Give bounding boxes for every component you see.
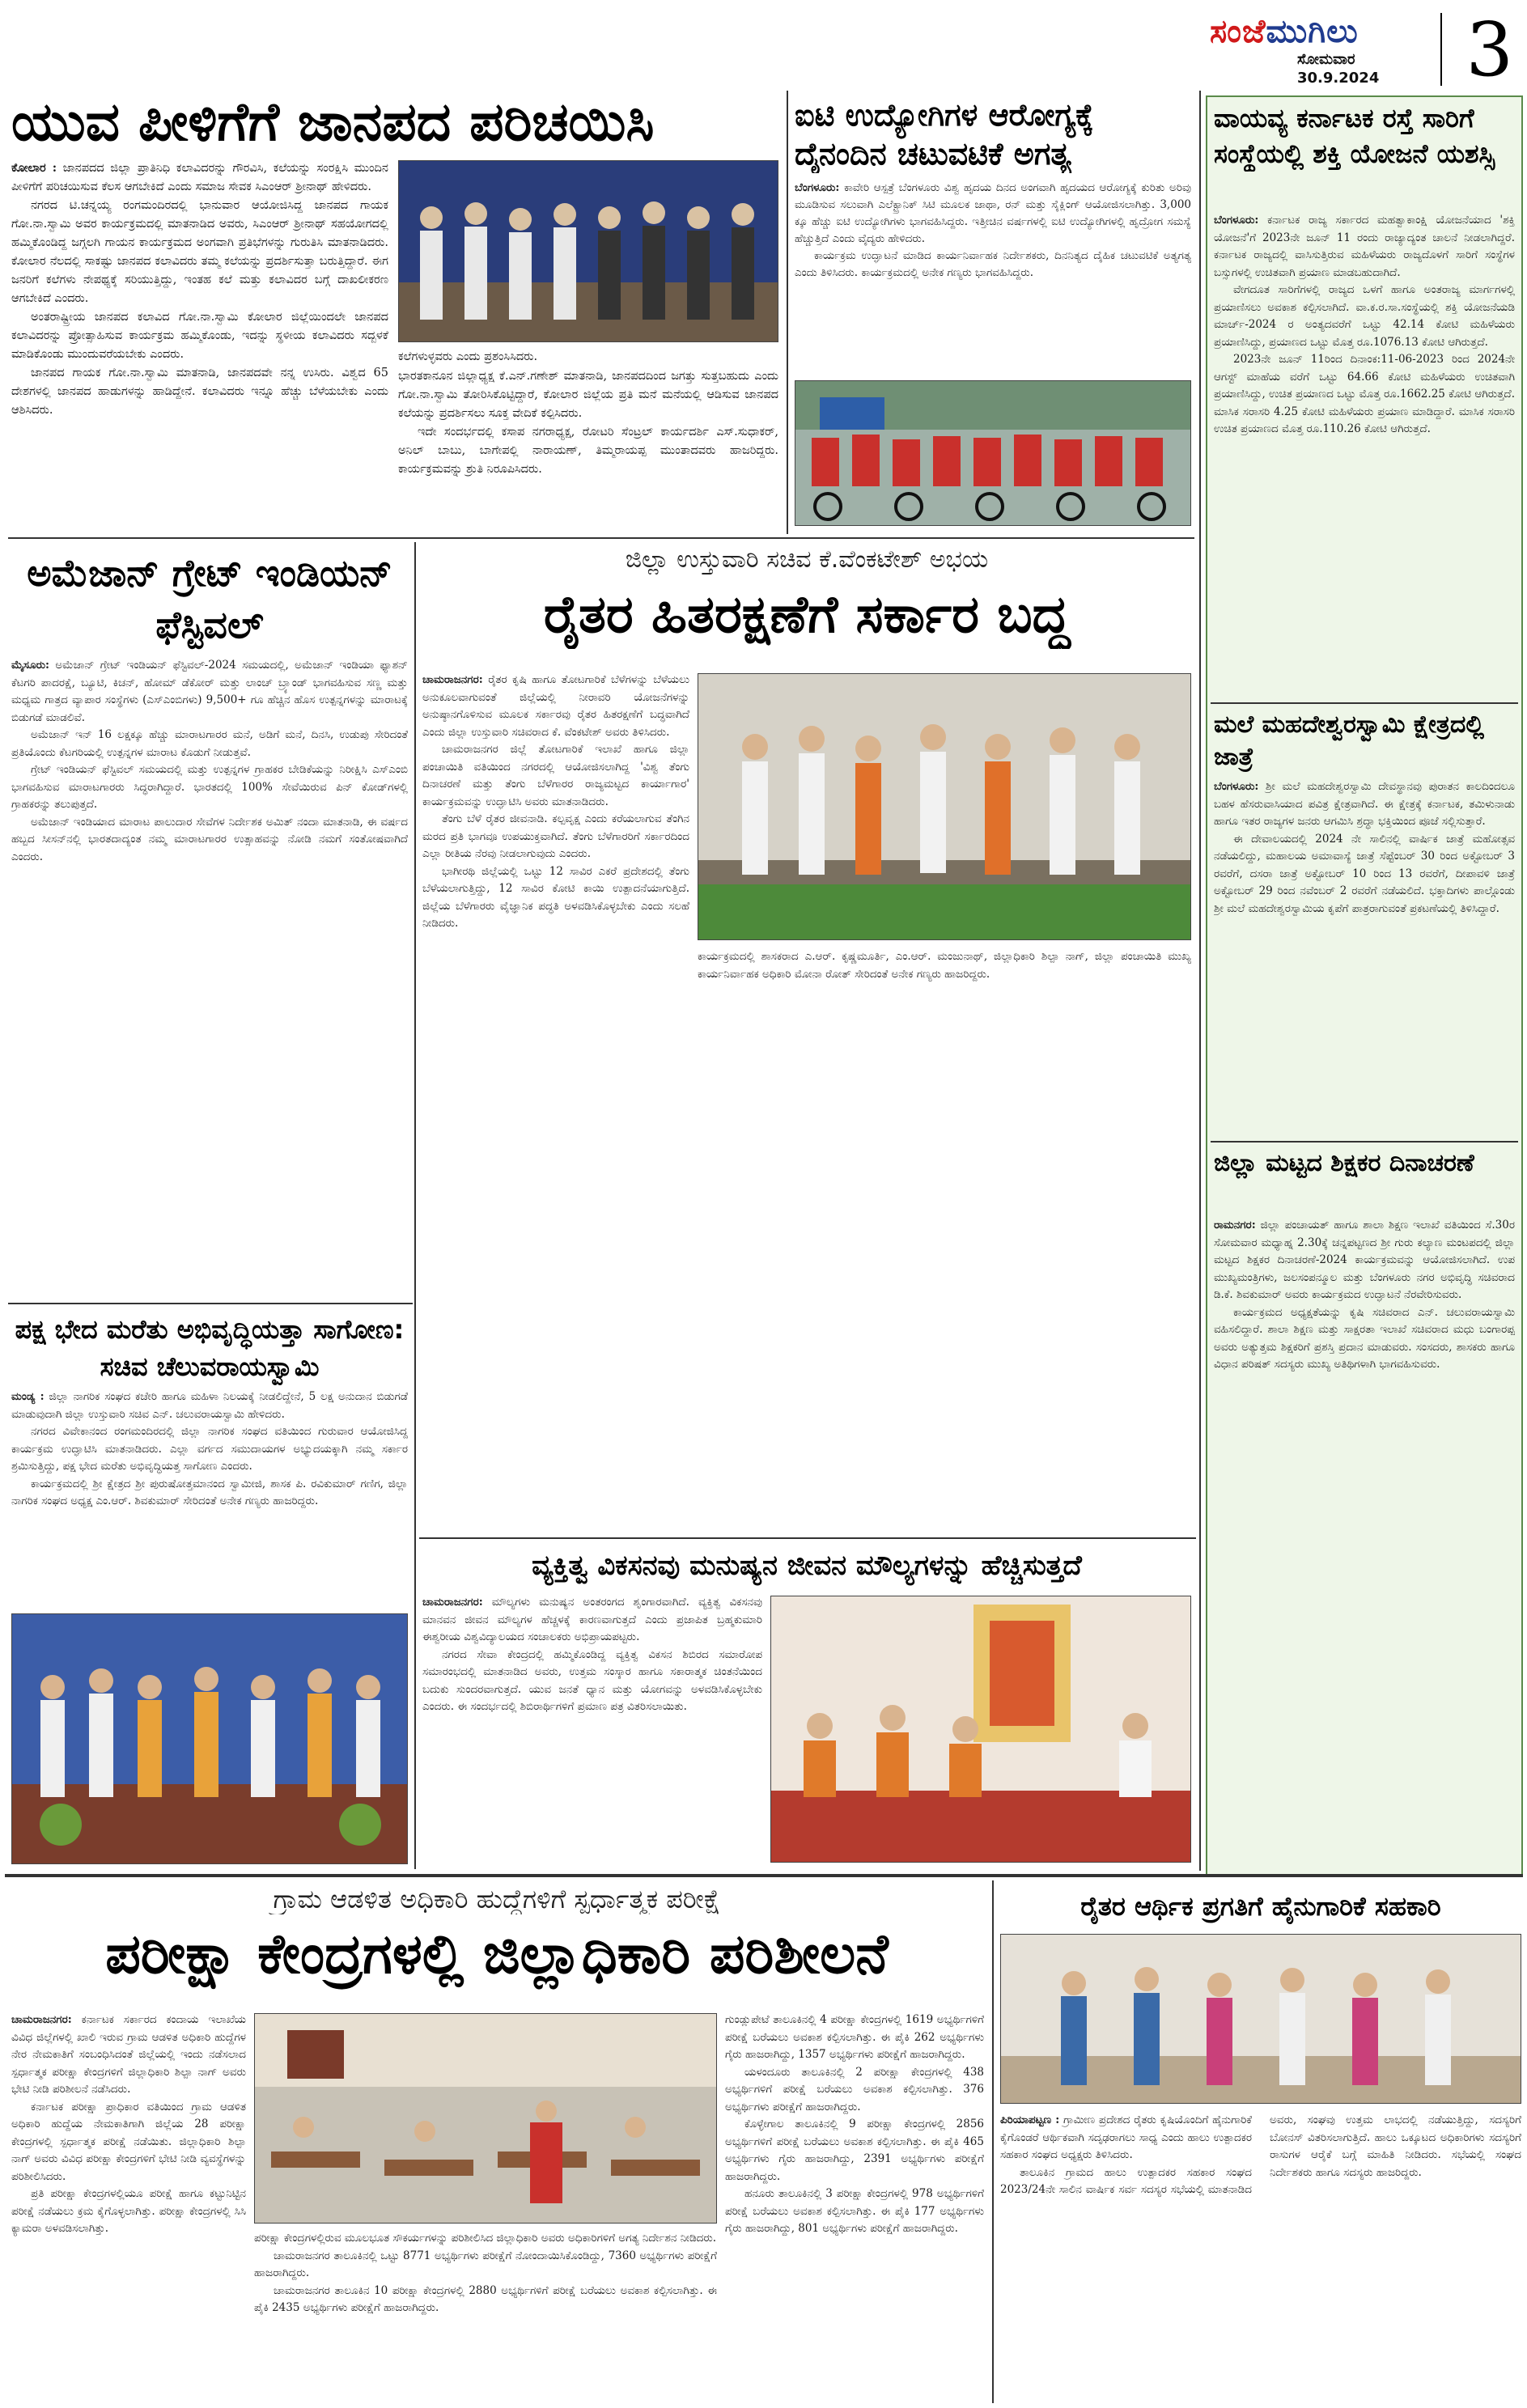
section-rule xyxy=(8,537,1194,539)
masthead xyxy=(1202,6,1521,91)
story2-photo xyxy=(795,380,1191,526)
story1-photo-caption: ಕಲೆಗಳುಳ್ಳವರು ಎಂದು ಪ್ರಶಂಸಿಸಿದರು. xyxy=(398,350,538,363)
story4-headline: ಅಮೆಜಾನ್ ಗ್ರೇಟ್ ಇಂಡಿಯನ್ ಫೆಸ್ಟಿವಲ್ xyxy=(27,551,392,647)
story9-headline: ವ್ಯಕ್ತಿತ್ವ ವಿಕಸನವು ಮನುಷ್ಯನ ಜೀವನ ಮೌಲ್ಯಗಳನ್ನು ಹೆಚ್ಚಿಸುತ್ತದೆ xyxy=(532,1550,1082,1582)
section-rule xyxy=(1211,702,1518,704)
story1-tail: ಭಾರತಕಾನೂನ ಜಿಲ್ಲಾಧ್ಯಕ್ಷ ಕೆ.ಎನ್.ಗಣೇಶ್ ಮಾತನಾಡಿ, ಜಾನಪದದಿಂದ ಜಗತ್ತು ಸುತ್ತಬಹುದು ಎಂದು ಗೋ.ನಾ.ಸ್ವಾಮಿ ತೋರಿಸಿಕೊಟ್ಟಿದ್ದಾರೆ, ಕೋಲಾರ ಜಿಲ್ಲೆಯ ಪ್ರತಿ ಮನೆ ಮನೆಯಲ್ಲಿ ಆಡಿಸುವ ಜಾನಪದ ಕಲೆಯನ್ನು ಪ್ರದರ್ಶಿಸಲು ಸೂಕ್ತ ವೇದಿಕೆ ಕಲ್ಪಿಸಿದರು. ಇದೇ ಸಂದರ್ಭದಲ್ಲಿ ಕಸಾಪ ನಗರಾಧ್ಯಕ್ಷ, ರೋಟರಿ ಸೆಂಟ್ರಲ್ ಕಾರ್ಯದರ್ಶಿ ಎಸ್.ಸುಧಾಕರ್, ಅನಿಲ್ ಬಾಬು, ಬಾಗೇಪಲ್ಲಿ ನಾರಾಯಣ್, ತಿಮ್ಮರಾಯಪ್ಪ ಮುಂತಾದವರು ಹಾಜರಿದ್ದರು. ಕಾರ್ಯಕ್ರಮವನ್ನು ಶ್ರುತಿ ನಿರೂಪಿಸಿದರು. xyxy=(398,370,778,476)
story10-headline: ಪರೀಕ್ಷಾ ಕೇಂದ್ರಗಳಲ್ಲಿ ಜಿಲ್ಲಾಧಿಕಾರಿ ಪರಿಶೀಲನೆ xyxy=(105,1923,889,1986)
story7-headline: ಜಿಲ್ಲಾ ಮಟ್ಟದ ಶಿಕ್ಷಕರ ದಿನಾಚರಣೆ xyxy=(1214,1149,1474,1177)
story4-body: ಮೈಸೂರು: ಅಮೆಜಾನ್ ಗ್ರೇಟ್ ಇಂಡಿಯನ್ ಫೆಸ್ಟಿವಲ್-2024 ಸಮಯದಲ್ಲಿ, ಅಮೆಜಾನ್ ಇಂಡಿಯಾ ಫ್ಯಾಶನ್ ಕೆಟಗರಿ ಪಾದರಕ್ಷೆ, ಬ್ಯೂಟಿ, ಕಿಚನ್, ಹೋಮ್ ಡೆಕೋರ್ ಮತ್ತು ಲಾಂಚ್ ಬ್ರ್ಯಾಂಡ್ ಭಾಗವಹಿಸುವ ಸಣ್ಣ ಮತ್ತು ಮಧ್ಯಮ ಗಾತ್ರದ ವ್ಯಾಪಾರ ಸಂಸ್ಥೆಗಳು (ಎಸ್‌ಎಂಬಿಗಳು) 9,500+ ಗೂ ಹೆಚ್ಚಿನ ಹೊಸ ಉತ್ಪನ್ನಗಳನ್ನು ಮಾರಾಟಕ್ಕೆ ಬಿಡುಗಡೆ ಮಾಡಲಿವೆ. ಅಮೆಜಾನ್ ಇನ್ 16 ಲಕ್ಷಕ್ಕೂ ಹೆಚ್ಚು ಮಾರಾಟಗಾರರ ಮನೆ, ಅಡಿಗೆ ಮನೆ, ದಿನಸಿ, ಉಡುಪು ಸೇರಿದಂತೆ ಪ್ರತಿಯೊಂದು ಕೆಟಗರಿಯಲ್ಲಿ ಉತ್ಪನ್ನಗಳ ಮಾರಾಟ ಕೊಡುಗೆ ನೀಡುತ್ತವೆ. ಗ್ರೇಟ್ ಇಂಡಿಯನ್ ಫೆಸ್ಟಿವಲ್ ಸಮಯದಲ್ಲಿ ಮತ್ತು ಉತ್ಪನ್ನಗಳ ಗ್ರಾಹಕರ ಬೇಡಿಕೆಯನ್ನು ನಿರೀಕ್ಷಿಸಿ ಎಸ್‌ಎಂಬಿ ಭಾಗವಹಿಸುವ ಮಾರಾಟಗಾರರು ಸಿದ್ಧರಾಗಿದ್ದಾರೆ. ಭಾರತದಲ್ಲಿ 100% ಸೇವೆಯಿರುವ ಪಿನ್ ಕೋಡ್‌ಗಳಲ್ಲಿ ಗ್ರಾಹಕರನ್ನು ತಲುಪುತ್ತದೆ. ಅಮೆಜಾನ್ ಇಂಡಿಯಾದ ಮಾರಾಟ ಪಾಲುದಾರ ಸೇವೆಗಳ ನಿರ್ದೇಶಕ ಅಮಿತ್ ನಂದಾ ಮಾತನಾಡಿ, ಈ ವರ್ಷದ ಹಬ್ಬದ ಸೀಸನ್‌ನಲ್ಲಿ ಭಾರತದಾದ್ಯಂತ ನಮ್ಮ ಮಾರಾಟಗಾರರ ಉತ್ಸಾಹವನ್ನು ನೋಡಿ ನಮಗೆ ಸಂತೋಷವಾಗಿದೆ ಎಂದರು. xyxy=(11,659,408,863)
masthead-logo: ಸಂಜೆಮುಗಿಲು xyxy=(1210,13,1359,50)
masthead-date: 30.9.2024 xyxy=(1297,70,1380,87)
story5-body-col1: ಚಾಮರಾಜನಗರ: ರೈತರ ಕೃಷಿ ಹಾಗೂ ತೋಟಗಾರಿಕೆ ಬೆಳೆಗಳನ್ನು ಬೆಳೆಯಲು ಅನುಕೂಲವಾಗುವಂತೆ ಜಿಲ್ಲೆಯಲ್ಲಿ ನೀರಾವರಿ ಯೋಜನೆಗಳನ್ನು ಅನುಷ್ಠಾನಗೊಳಿಸುವ ಮೂಲಕ ಸರ್ಕಾರವು ರೈತರ ಹಿತರಕ್ಷಣೆಗೆ ಬದ್ಧವಾಗಿದೆ ಎಂದು ಜಿಲ್ಲಾ ಉಸ್ತುವಾರಿ ಸಚಿವರಾದ ಕೆ. ವೆಂಕಟೇಶ್ ಅವರು ತಿಳಿಸಿದರು. ಚಾಮರಾಜನಗರ ಜಿಲ್ಲೆ ತೋಟಗಾರಿಕೆ ಇಲಾಖೆ ಹಾಗೂ ಜಿಲ್ಲಾ ಪಂಚಾಯಿತಿ ವತಿಯಿಂದ ನಗರದಲ್ಲಿ ಆಯೋಜಿಸಲಾಗಿದ್ದ 'ವಿಶ್ವ ತೆಂಗು ದಿನಾಚರಣೆ ಮತ್ತು ತೆಂಗು ಬೆಳೆಗಾರರ ರಾಜ್ಯಮಟ್ಟದ ಕಾರ್ಯಾಗಾರ' ಕಾರ್ಯಕ್ರಮವನ್ನು ಉದ್ಘಾಟಿಸಿ ಅವರು ಮಾತನಾಡಿದರು. ತೆಂಗು ಬೆಳೆ ರೈತರ ಜೀವನಾಡಿ. ಕಲ್ಪವೃಕ್ಷ ಎಂದು ಕರೆಯಲಾಗುವ ತೆಂಗಿನ ಮರದ ಪ್ರತಿ ಭಾಗವೂ ಉಪಯುಕ್ತವಾಗಿದೆ. ತೆಂಗು ಬೆಳೆಗಾರರಿಗೆ ಸರ್ಕಾರದಿಂದ ಎಲ್ಲಾ ರೀತಿಯ ನೆರವು ನೀಡಲಾಗುವುದು ಎಂದರು. ಭಾಗೀರಥಿ ಜಿಲ್ಲೆಯಲ್ಲಿ ಒಟ್ಟು 12 ಸಾವಿರ ಎಕರೆ ಪ್ರದೇಶದಲ್ಲಿ ತೆಂಗು ಬೆಳೆಯಲಾಗುತ್ತಿದ್ದು, 12 ಸಾವಿರ ಕೋಟಿ ಕಾಯಿ ಉತ್ಪಾದನೆಯಾಗುತ್ತಿದೆ. ಜಿಲ್ಲೆಯ ಬೆಳೆಗಾರರು ವೈಜ್ಞಾನಿಕ ಪದ್ಧತಿ ಅಳವಡಿಸಿಕೊಳ್ಳಬೇಕು ಎಂದು ಸಲಹೆ ನೀಡಿದರು. xyxy=(422,673,689,930)
section-rule xyxy=(419,1537,1196,1539)
story8-photo xyxy=(11,1613,408,1864)
column-rule xyxy=(1199,91,1201,1871)
story9-body: ಚಾಮರಾಜನಗರ: ಮೌಲ್ಯಗಳು ಮನುಷ್ಯನ ಅಂತರಂಗದ ಶೃಂಗಾರವಾಗಿದೆ. ವ್ಯಕ್ತಿತ್ವ ವಿಕಸನವು ಮಾನವನ ಜೀವನ ಮೌಲ್ಯಗಳ ಹೆಚ್ಚಳಕ್ಕೆ ಕಾರಣವಾಗುತ್ತದೆ ಎಂದು ಪ್ರಜಾಪಿತ ಬ್ರಹ್ಮಕುಮಾರಿ ಈಶ್ವರೀಯ ವಿಶ್ವವಿದ್ಯಾಲಯದ ಸಂಚಾಲಕರು ಅಭಿಪ್ರಾಯಪಟ್ಟರು. ನಗರದ ಸೇವಾ ಕೇಂದ್ರದಲ್ಲಿ ಹಮ್ಮಿಕೊಂಡಿದ್ದ ವ್ಯಕ್ತಿತ್ವ ವಿಕಸನ ಶಿಬಿರದ ಸಮಾರೋಪ ಸಮಾರಂಭದಲ್ಲಿ ಮಾತನಾಡಿದ ಅವರು, ಉತ್ತಮ ಸಂಸ್ಕಾರ ಹಾಗೂ ಸಕಾರಾತ್ಮಕ ಚಿಂತನೆಯಿಂದ ಬದುಕು ಸುಂದರವಾಗುತ್ತದೆ. ಯುವ ಜನತೆ ಧ್ಯಾನ ಮತ್ತು ಯೋಗವನ್ನು ಅಳವಡಿಸಿಕೊಳ್ಳಬೇಕು ಎಂದರು. ಈ ಸಂದರ್ಭದಲ್ಲಿ ಶಿಬಿರಾರ್ಥಿಗಳಿಗೆ ಪ್ರಮಾಣ ಪತ್ರ ವಿತರಿಸಲಾಯಿತು. xyxy=(422,1596,762,1713)
masthead-divider xyxy=(1440,13,1442,86)
story1-body: ಕೋಲಾರ : ಜಾನಪದದ ಜಿಲ್ಲಾ ಪ್ರಾತಿನಿಧಿ ಕಲಾವಿದರನ್ನು ಗೌರವಿಸಿ, ಕಲೆಯನ್ನು ಸಂರಕ್ಷಿಸಿ ಮುಂದಿನ ಪೀಳಿಗೆಗೆ ಪರಿಚಯಿಸುವ ಕೆಲಸ ಆಗಬೇಕಿದೆ ಎಂದು ಸಮಾಜ ಸೇವಕ ಸಿಎಂಆರ್ ಶ್ರೀನಾಥ್ ಹೇಳಿದರು. ನಗರದ ಟಿ.ಚನ್ನಯ್ಯ ರಂಗಮಂದಿರದಲ್ಲಿ ಭಾನುವಾರ ಆಯೋಜಿಸಿದ್ದ ಜಾನಪದ ಗಾಯಕ ಗೋ.ನಾ.ಸ್ವಾಮಿ ಅವರ ಕಾರ್ಯಕ್ರಮದಲ್ಲಿ ಮಾತನಾಡಿದ ಅವರು, ಸಿಎಂಆರ್ ಶ್ರೀನಾಥ್ ಸಹಯೋಗದಲ್ಲಿ ಹಮ್ಮಿಕೊಂಡಿದ್ದ ಜಗ್ಗಲಗಿ ಗಾಯನ ಕಾರ್ಯಕ್ರಮದ ಅಂಗವಾಗಿ ಪ್ರತಿಭೆಗಳನ್ನು ಗುರುತಿಸಿ ಮಾತನಾಡಿದರು. ಕೋಲಾರ ನೆಲದಲ್ಲಿ ಸಾಕಷ್ಟು ಜಾನಪದ ಕಲಾವಿದರು ತಮ್ಮ ಕಲೆಯನ್ನು ಪ್ರದರ್ಶಿಸುತ್ತಾ ಬರುತ್ತಿದ್ದಾರೆ. ಈಗ ಜನರಿಗೆ ಕಲೆಗಳು ನೇಪಥ್ಯಕ್ಕೆ ಸರಿಯುತ್ತಿದ್ದು, ಇಂತಹ ಕಲೆ ಮತ್ತು ಕಲಾವಿದರ ಬಗ್ಗೆ ದಾಖಲೀಕರಣ ಆಗಬೇಕಿದೆ ಎಂದರು. ಅಂತರಾಷ್ಟ್ರೀಯ ಜಾನಪದ ಕಲಾವಿದ ಗೋ.ನಾ.ಸ್ವಾಮಿ ಕೋಲಾರ ಜಿಲ್ಲೆಯಿಂದಲೇ ಜಾನಪದ ಕಲಾವಿದರನ್ನು ಪ್ರೋತ್ಸಾಹಿಸುವ ಕಾರ್ಯಕ್ರಮ ಹಮ್ಮಿಕೊಂಡು, ಇದನ್ನು ಸ್ಥಳೀಯ ಕಲಾವಿದರು ಸದ್ಬಳಕೆ ಮಾಡಿಕೊಂಡು ಮುಂದುವರೆಯಬೇಕು ಎಂದರು. ಜಾನಪದ ಗಾಯಕ ಗೋ.ನಾ.ಸ್ವಾಮಿ ಮಾತನಾಡಿ, ಜಾನಪದವೇ ನನ್ನ ಉಸಿರು. ವಿಶ್ವದ 65 ದೇಶಗಳಲ್ಲಿ ಜಾನಪದ ಹಾಡುಗಳನ್ನು ಹಾಡಿದ್ದೇನೆ. ಕಲಾವಿದರು ಇನ್ನೂ ಹೆಚ್ಚು ಬೆಳೆಯಬೇಕು ಎಂದು ಆಶಿಸಿದರು. xyxy=(11,161,388,417)
story5-photo xyxy=(698,673,1191,940)
story11-photo xyxy=(1000,1934,1521,2104)
story9-photo xyxy=(770,1596,1191,1863)
story11-body: ಪಿರಿಯಾಪಟ್ಟಣ : ಗ್ರಾಮೀಣ ಪ್ರದೇಶದ ರೈತರು ಕೃಷಿಯೊಂದಿಗೆ ಹೈನುಗಾರಿಕೆ ಕೈಗೊಂಡರೆ ಆರ್ಥಿಕವಾಗಿ ಸದೃಢರಾಗಲು ಸಾಧ್ಯ ಎಂದು ಹಾಲು ಉತ್ಪಾದಕರ ಸಹಕಾರ ಸಂಘದ ಅಧ್ಯಕ್ಷರು ತಿಳಿಸಿದರು. ತಾಲೂಕಿನ ಗ್ರಾಮದ ಹಾಲು ಉತ್ಪಾದಕರ ಸಹಕಾರ ಸಂಘದ 2023/24ನೇ ಸಾಲಿನ ವಾರ್ಷಿಕ ಸರ್ವ ಸದಸ್ಯರ ಸಭೆಯಲ್ಲಿ ಮಾತನಾಡಿದ ಅವರು, ಸಂಘವು ಉತ್ತಮ ಲಾಭದಲ್ಲಿ ನಡೆಯುತ್ತಿದ್ದು, ಸದಸ್ಯರಿಗೆ ಬೋನಸ್ ವಿತರಿಸಲಾಗುತ್ತಿದೆ. ಹಾಲು ಒಕ್ಕೂಟದ ಅಧಿಕಾರಿಗಳು ಸದಸ್ಯರಿಗೆ ರಾಸುಗಳ ಆರೈಕೆ ಬಗ್ಗೆ ಮಾಹಿತಿ ನೀಡಿದರು. ಸಭೆಯಲ್ಲಿ ಸಂಘದ ನಿರ್ದೇಶಕರು ಹಾಗೂ ಸದಸ್ಯರು ಹಾಜರಿದ್ದರು. xyxy=(1000,2113,1521,2196)
column-rule xyxy=(787,91,788,534)
story5-body-col2: ಕಾರ್ಯಕ್ರಮದಲ್ಲಿ ಶಾಸಕರಾದ ಎ.ಆರ್. ಕೃಷ್ಣಮೂರ್ತಿ, ಎಂ.ಆರ್. ಮಂಜುನಾಥ್, ಜಿಲ್ಲಾಧಿಕಾರಿ ಶಿಲ್ಪಾ ನಾಗ್, ಜಿಲ್ಲಾ ಪಂಚಾಯಿತಿ ಮುಖ್ಯ ಕಾರ್ಯನಿರ್ವಾಹಕ ಅಧಿಕಾರಿ ಮೋನಾ ರೋತ್ ಸೇರಿದಂತೆ ಅನೇಕ ಗಣ್ಯರು ಹಾಜರಿದ್ದರು. xyxy=(698,950,1191,981)
column-rule xyxy=(414,542,416,1869)
story10-body-col3: ಗುಂಡ್ಲುಪೇಟೆ ತಾಲೂಕಿನಲ್ಲಿ 4 ಪರೀಕ್ಷಾ ಕೇಂದ್ರಗಳಲ್ಲಿ 1619 ಅಭ್ಯರ್ಥಿಗಳಿಗೆ ಪರೀಕ್ಷೆ ಬರೆಯಲು ಅವಕಾಶ ಕಲ್ಪಿಸಲಾಗಿತ್ತು. ಈ ಪೈಕಿ 262 ಅಭ್ಯರ್ಥಿಗಳು ಗೈರು ಹಾಜರಾಗಿದ್ದು, 1357 ಅಭ್ಯರ್ಥಿಗಳು ಪರೀಕ್ಷೆಗೆ ಹಾಜರಾಗಿದ್ದರು. ಯಳಂದೂರು ತಾಲೂಕಿನಲ್ಲಿ 2 ಪರೀಕ್ಷಾ ಕೇಂದ್ರಗಳಲ್ಲಿ 438 ಅಭ್ಯರ್ಥಿಗಳಿಗೆ ಪರೀಕ್ಷೆ ಬರೆಯಲು ಅವಕಾಶ ಕಲ್ಪಿಸಲಾಗಿತ್ತು. 376 ಅಭ್ಯರ್ಥಿಗಳು ಪರೀಕ್ಷೆಗೆ ಹಾಜರಾಗಿದ್ದರು. ಕೊಳ್ಳೇಗಾಲ ತಾಲೂಕಿನಲ್ಲಿ 9 ಪರೀಕ್ಷಾ ಕೇಂದ್ರಗಳಲ್ಲಿ 2856 ಅಭ್ಯರ್ಥಿಗಳಿಗೆ ಪರೀಕ್ಷೆ ಬರೆಯಲು ಅವಕಾಶ ಕಲ್ಪಿಸಲಾಗಿತ್ತು. ಈ ಪೈಕಿ 465 ಅಭ್ಯರ್ಥಿಗಳು ಗೈರು ಹಾಜರಾಗಿದ್ದು, 2391 ಅಭ್ಯರ್ಥಿಗಳು ಪರೀಕ್ಷೆಗೆ ಹಾಜರಾಗಿದ್ದರು. ಹನೂರು ತಾಲೂಕಿನಲ್ಲಿ 3 ಪರೀಕ್ಷಾ ಕೇಂದ್ರಗಳಲ್ಲಿ 978 ಅಭ್ಯರ್ಥಿಗಳಿಗೆ ಪರೀಕ್ಷೆ ಬರೆಯಲು ಅವಕಾಶ ಕಲ್ಪಿಸಲಾಗಿತ್ತು. ಈ ಪೈಕಿ 177 ಅಭ್ಯರ್ಥಿಗಳು ಗೈರು ಹಾಜರಾಗಿದ್ದು, 801 ಅಭ್ಯರ್ಥಿಗಳು ಪರೀಕ್ಷೆಗೆ ಹಾಜರಾಗಿದ್ದರು. xyxy=(725,2013,984,2235)
story10-photo xyxy=(254,2013,717,2224)
section-rule xyxy=(5,1874,1523,1877)
story5-kicker: ಜಿಲ್ಲಾ ಉಸ್ತುವಾರಿ ಸಚಿವ ಕೆ.ವೆಂಕಟೇಶ್ ಅಭಯ xyxy=(625,545,989,574)
section-rule xyxy=(1211,1141,1518,1143)
story8-headline: ಪಕ್ಷ ಭೇದ ಮರೆತು ಅಭಿವೃದ್ಧಿಯತ್ತಾ ಸಾಗೋಣ: ಸಚಿವ ಚೆಲುವರಾಯಸ್ವಾಮಿ xyxy=(15,1314,405,1382)
story6-body: ಬೆಂಗಳೂರು: ಶ್ರೀ ಮಲೆ ಮಹದೇಶ್ವರಸ್ವಾಮಿ ದೇವಸ್ಥಾನವು ಪುರಾತನ ಕಾಲದಿಂದಲೂ ಬಹಳ ಹೆಸರುವಾಸಿಯಾದ ಪವಿತ್ರ ಕ್ಷೇತ್ರವಾಗಿದೆ. ಈ ಕ್ಷೇತ್ರಕ್ಕೆ ಕರ್ನಾಟಕ, ತಮಿಳುನಾಡು ಹಾಗೂ ಇತರ ರಾಜ್ಯಗಳ ಜನರು ಆಗಮಿಸಿ ಶ್ರದ್ಧಾ ಭಕ್ತಿಯಿಂದ ಪೂಜೆ ಸಲ್ಲಿಸುತ್ತಾರೆ. ಈ ದೇವಾಲಯದಲ್ಲಿ 2024 ನೇ ಸಾಲಿನಲ್ಲಿ ವಾರ್ಷಿಕ ಜಾತ್ರೆ ಮಹೋತ್ಸವ ನಡೆಯಲಿದ್ದು, ಮಹಾಲಯ ಅಮಾವಾಸ್ಯೆ ಜಾತ್ರೆ ಸೆಪ್ಟೆಂಬರ್ 30 ರಿಂದ ಅಕ್ಟೋಬರ್ 3 ರವರೆಗೆ, ದಸರಾ ಜಾತ್ರೆ ಅಕ್ಟೋಬರ್ 10 ರಿಂದ 13 ರವರೆಗೆ, ದೀಪಾವಳಿ ಜಾತ್ರೆ ಅಕ್ಟೋಬರ್ 29 ರಿಂದ ನವೆಂಬರ್ 2 ರವರೆಗೆ ನಡೆಯಲಿದೆ. ಭಕ್ತಾದಿಗಳು ಪಾಲ್ಗೊಂಡು ಶ್ರೀ ಮಲೆ ಮಹದೇಶ್ವರಸ್ವಾಮಿಯ ಕೃಪೆಗೆ ಪಾತ್ರರಾಗುವಂತೆ ಪ್ರಕಟಣೆಯಲ್ಲಿ ತಿಳಿಸಿದ್ದಾರೆ. xyxy=(1214,780,1515,915)
story6-headline: ಮಲೆ ಮಹದೇಶ್ವರಸ್ವಾಮಿ ಕ್ಷೇತ್ರದಲ್ಲಿ ಜಾತ್ರೆ xyxy=(1214,710,1485,771)
story7-body: ರಾಮನಗರ: ಜಿಲ್ಲಾ ಪಂಚಾಯತ್ ಹಾಗೂ ಶಾಲಾ ಶಿಕ್ಷಣ ಇಲಾಖೆ ವತಿಯಿಂದ ಸೆ.30ರ ಸೋಮವಾರ ಮಧ್ಯಾಹ್ನ 2.30ಕ್ಕೆ ಚನ್ನಪಟ್ಟಣದ ಶ್ರೀ ಗುರು ಕಲ್ಯಾಣ ಮಂಟಪದಲ್ಲಿ ಜಿಲ್ಲಾ ಮಟ್ಟದ ಶಿಕ್ಷಕರ ದಿನಾಚರಣೆ-2024 ಕಾರ್ಯಕ್ರಮವನ್ನು ಆಯೋಜಿಸಲಾಗಿದೆ. ಉಪ ಮುಖ್ಯಮಂತ್ರಿಗಳು, ಜಲಸಂಪನ್ಮೂಲ ಮತ್ತು ಬೆಂಗಳೂರು ನಗರ ಅಭಿವೃದ್ಧಿ ಸಚಿವರಾದ ಡಿ.ಕೆ. ಶಿವಕುಮಾರ್ ಅವರು ಕಾರ್ಯಕ್ರಮದ ಉದ್ಘಾಟನೆ ನೆರವೇರಿಸುವರು. ಕಾರ್ಯಕ್ರಮದ ಅಧ್ಯಕ್ಷತೆಯನ್ನು ಕೃಷಿ ಸಚಿವರಾದ ಎನ್. ಚಲುವರಾಯಸ್ವಾಮಿ ವಹಿಸಲಿದ್ದಾರೆ. ಶಾಲಾ ಶಿಕ್ಷಣ ಮತ್ತು ಸಾಕ್ಷರತಾ ಇಲಾಖೆ ಸಚಿವರಾದ ಮಧು ಬಂಗಾರಪ್ಪ ಅವರು ಅತ್ಯುತ್ತಮ ಶಿಕ್ಷಕರಿಗೆ ಪ್ರಶಸ್ತಿ ಪ್ರದಾನ ಮಾಡುವರು. ಸಂಸದರು, ಶಾಸಕರು ಹಾಗೂ ವಿಧಾನ ಪರಿಷತ್ ಸದಸ್ಯರು ಮುಖ್ಯ ಅತಿಥಿಗಳಾಗಿ ಭಾಗವಹಿಸುವರು. xyxy=(1214,1219,1515,1371)
story2-body: ಬೆಂಗಳೂರು: ಕಾವೇರಿ ಆಸ್ಪತ್ರೆ ಬೆಂಗಳೂರು ವಿಶ್ವ ಹೃದಯ ದಿನದ ಅಂಗವಾಗಿ ಹೃದಯದ ಆರೋಗ್ಯಕ್ಕೆ ಕುರಿತು ಅರಿವು ಮೂಡಿಸುವ ಸಲುವಾಗಿ ಎಲೆಕ್ಟ್ರಾನಿಕ್ ಸಿಟಿ ಮೂಲಕ ಜಾಥಾ, ರನ್ ಮತ್ತು ಸೈಕ್ಲಿಂಗ್ ಆಯೋಜಿಸಲಾಗಿತ್ತು. 3,000 ಕ್ಕೂ ಹೆಚ್ಚು ಐಟಿ ಉದ್ಯೋಗಿಗಳು ಭಾಗವಹಿಸಿದ್ದರು. ಇತ್ತೀಚಿನ ವರ್ಷಗಳಲ್ಲಿ ಐಟಿ ಉದ್ಯೋಗಿಗಳಲ್ಲಿ ಹೃದ್ರೋಗ ಸಮಸ್ಯೆ ಹೆಚ್ಚುತ್ತಿದೆ ಎಂದು ವೈದ್ಯರು ಹೇಳಿದರು. ಕಾರ್ಯಕ್ರಮ ಉದ್ಘಾಟನೆ ಮಾಡಿದ ಕಾರ್ಯನಿರ್ವಾಹಕ ನಿರ್ದೇಶಕರು, ದಿನನಿತ್ಯದ ದೈಹಿಕ ಚಟುವಟಿಕೆ ಅತ್ಯಗತ್ಯ ಎಂದು ತಿಳಿಸಿದರು. ಕಾರ್ಯಕ್ರಮದಲ್ಲಿ ಅನೇಕ ಗಣ್ಯರು ಭಾಗವಹಿಸಿದ್ದರು. xyxy=(795,181,1191,279)
story3-headline: ವಾಯವ್ಯ ಕರ್ನಾಟಕ ರಸ್ತೆ ಸಾರಿಗೆ ಸಂಸ್ಥೆಯಲ್ಲಿ ಶಕ್ತಿ ಯೋಜನೆ ಯಶಸ್ಸಿ xyxy=(1214,103,1495,169)
story5-headline: ರೈತರ ಹಿತರಕ್ಷಣೆಗೆ ಸರ್ಕಾರ ಬದ್ಧ xyxy=(543,585,1071,645)
story1-photo xyxy=(398,160,778,342)
story10-kicker: ಗ್ರಾಮ ಆಡಳಿತ ಅಧಿಕಾರಿ ಹುದ್ದೆಗಳಿಗೆ ಸ್ಪರ್ಧಾತ್ಮಕ ಪರೀಕ್ಷೆ xyxy=(273,1884,721,1914)
story10-body-col2: ಪರೀಕ್ಷಾ ಕೇಂದ್ರಗಳಲ್ಲಿರುವ ಮೂಲಭೂತ ಸೌಕರ್ಯಗಳನ್ನು ಪರಿಶೀಲಿಸಿದ ಜಿಲ್ಲಾಧಿಕಾರಿ ಅವರು ಅಧಿಕಾರಿಗಳಿಗೆ ಅಗತ್ಯ ನಿರ್ದೇಶನ ನೀಡಿದರು. ಚಾಮರಾಜನಗರ ತಾಲೂಕಿನಲ್ಲಿ ಒಟ್ಟು 8771 ಅಭ್ಯರ್ಥಿಗಳು ಪರೀಕ್ಷೆಗೆ ನೋಂದಾಯಿಸಿಕೊಂಡಿದ್ದು, 7360 ಅಭ್ಯರ್ಥಿಗಳು ಪರೀಕ್ಷೆಗೆ ಹಾಜರಾಗಿದ್ದರು. ಚಾಮರಾಜನಗರ ತಾಲೂಕಿನ 10 ಪರೀಕ್ಷಾ ಕೇಂದ್ರಗಳಲ್ಲಿ 2880 ಅಭ್ಯರ್ಥಿಗಳಿಗೆ ಪರೀಕ್ಷೆ ಬರೆಯಲು ಅವಕಾಶ ಕಲ್ಪಿಸಲಾಗಿತ್ತು. ಈ ಪೈಕಿ 2435 ಅಭ್ಯರ್ಥಿಗಳು ಪರೀಕ್ಷೆಗೆ ಹಾಜರಾಗಿದ್ದರು. xyxy=(254,2232,717,2314)
story10-body-col1: ಚಾಮರಾಜನಗರ: ಕರ್ನಾಟಕ ಸರ್ಕಾರದ ಕಂದಾಯ ಇಲಾಖೆಯ ವಿವಿಧ ಜಿಲ್ಲೆಗಳಲ್ಲಿ ಖಾಲಿ ಇರುವ ಗ್ರಾಮ ಆಡಳಿತ ಅಧಿಕಾರಿ ಹುದ್ದೆಗಳ ನೇರ ನೇಮಕಾತಿಗೆ ಸಂಬಂಧಿಸಿದಂತೆ ಜಿಲ್ಲೆಯಲ್ಲಿ ಇಂದು ನಡೆಸಲಾದ ಸ್ಪರ್ಧಾತ್ಮಕ ಪರೀಕ್ಷಾ ಕೇಂದ್ರಗಳಿಗೆ ಜಿಲ್ಲಾಧಿಕಾರಿ ಶಿಲ್ಪಾ ನಾಗ್ ಅವರು ಭೇಟಿ ನೀಡಿ ಪರಿಶೀಲನೆ ನಡೆಸಿದರು. ಕರ್ನಾಟಕ ಪರೀಕ್ಷಾ ಪ್ರಾಧಿಕಾರ ವತಿಯಿಂದ ಗ್ರಾಮ ಆಡಳಿತ ಅಧಿಕಾರಿ ಹುದ್ದೆಯ ನೇಮಕಾತಿಗಾಗಿ ಜಿಲ್ಲೆಯ 28 ಪರೀಕ್ಷಾ ಕೇಂದ್ರಗಳಲ್ಲಿ ಸ್ಪರ್ಧಾತ್ಮಕ ಪರೀಕ್ಷೆ ನಡೆಯಿತು. ಜಿಲ್ಲಾಧಿಕಾರಿ ಶಿಲ್ಪಾ ನಾಗ್ ಅವರು ವಿವಿಧ ಪರೀಕ್ಷಾ ಕೇಂದ್ರಗಳಿಗೆ ಭೇಟಿ ನೀಡಿ ವ್ಯವಸ್ಥೆಗಳನ್ನು ಪರಿಶೀಲಿಸಿದರು. ಪ್ರತಿ ಪರೀಕ್ಷಾ ಕೇಂದ್ರಗಳಲ್ಲಿಯೂ ಪರೀಕ್ಷೆ ಹಾಗೂ ಕಟ್ಟುನಿಟ್ಟಿನ ಪರೀಕ್ಷೆ ನಡೆಯಲು ಕ್ರಮ ಕೈಗೊಳ್ಳಲಾಗಿತ್ತು. ಪರೀಕ್ಷಾ ಕೇಂದ್ರಗಳಲ್ಲಿ ಸಿಸಿ ಕ್ಯಾಮರಾ ಅಳವಡಿಸಲಾಗಿತ್ತು. xyxy=(11,2013,246,2235)
story8-body: ಮಂಡ್ಯ : ಜಿಲ್ಲಾ ನಾಗರಿಕ ಸಂಘದ ಕಚೇರಿ ಹಾಗೂ ಮಹಿಳಾ ನಿಲಯಕ್ಕೆ ನೀಡಲಿದ್ದೇನೆ, 5 ಲಕ್ಷ ಅನುದಾನ ಬಿಡುಗಡೆ ಮಾಡುವುದಾಗಿ ಜಿಲ್ಲಾ ಉಸ್ತುವಾರಿ ಸಚಿವ ಎನ್. ಚಲುವರಾಯಸ್ವಾಮಿ ಹೇಳಿದರು. ನಗರದ ವಿವೇಕಾನಂದ ರಂಗಮಂದಿರದಲ್ಲಿ ಜಿಲ್ಲಾ ನಾಗರಿಕ ಸಂಘದ ವತಿಯಿಂದ ಗುರುವಾರ ಆಯೋಜಿಸಿದ್ದ ಕಾರ್ಯಕ್ರಮ ಉದ್ಘಾಟಿಸಿ ಮಾತನಾಡಿದರು. ಎಲ್ಲಾ ವರ್ಗದ ಸಮುದಾಯಗಳ ಅಭ್ಯುದಯಕ್ಕಾಗಿ ನಮ್ಮ ಸರ್ಕಾರ ಶ್ರಮಿಸುತ್ತಿದ್ದು, ಪಕ್ಷ ಭೇದ ಮರೆತು ಅಭಿವೃದ್ಧಿಯತ್ತ ಸಾಗೋಣ ಎಂದರು. ಕಾರ್ಯಕ್ರಮದಲ್ಲಿ ಶ್ರೀ ಕ್ಷೇತ್ರದ ಶ್ರೀ ಪುರುಷೋತ್ತಮಾನಂದ ಸ್ವಾಮೀಜಿ, ಶಾಸಕ ಪಿ. ರವಿಕುಮಾರ್ ಗಣಿಗ, ಜಿಲ್ಲಾ ನಾಗರಿಕ ಸಂಘದ ಅಧ್ಯಕ್ಷ ಎಂ.ಆರ್. ಶಿವಕುಮಾರ್ ಸೇರಿದಂತೆ ಅನೇಕ ಗಣ್ಯರು ಹಾಜರಿದ್ದರು. xyxy=(11,1390,408,1507)
story1-headline: ಯುವ ಪೀಳಿಗೆಗೆ ಜಾನಪದ ಪರಿಚಯಿಸಿ xyxy=(11,91,655,153)
story11-headline: ರೈತರ ಆರ್ಥಿಕ ಪ್ರಗತಿಗೆ ಹೈನುಗಾರಿಕೆ ಸಹಕಾರಿ xyxy=(1080,1891,1441,1922)
masthead-day: ಸೋಮವಾರ xyxy=(1297,51,1355,68)
column-rule xyxy=(992,1880,994,2403)
story3-body: ಬೆಂಗಳೂರು: ಕರ್ನಾಟಕ ರಾಜ್ಯ ಸರ್ಕಾರದ ಮಹತ್ವಾಕಾಂಕ್ಷಿ ಯೋಜನೆಯಾದ 'ಶಕ್ತಿ ಯೋಜನೆ'ಗೆ 2023ನೇ ಜೂನ್ 11 ರಂದು ರಾಜ್ಯಾದ್ಯಂತ ಚಾಲನೆ ನೀಡಲಾಗಿದ್ದರೆ. ಕರ್ನಾಟಕ ರಾಜ್ಯದಲ್ಲಿ ವಾಸಿಸುತ್ತಿರುವ ಮಹಿಳೆಯರು ರಾಜ್ಯದೊಳಗೆ ಸಾರಿಗೆ ಸಂಸ್ಥೆಗಳ ಬಸ್ಸುಗಳಲ್ಲಿ ಉಚಿತವಾಗಿ ಪ್ರಯಾಣ ಮಾಡಬಹುದಾಗಿದೆ. ವೇಗದೂತ ಸಾರಿಗೆಗಳಲ್ಲಿ ರಾಜ್ಯದ ಒಳಗೆ ಹಾಗೂ ಅಂತರಾಜ್ಯ ಮಾರ್ಗಗಳಲ್ಲಿ ಪ್ರಯಾಣಿಸಲು ಅವಕಾಶ ಕಲ್ಪಿಸಲಾಗಿದೆ. ವಾ.ಕ.ರ.ಸಾ.ಸಂಸ್ಥೆಯಲ್ಲಿ ಶಕ್ತಿ ಯೋಜನೆಯಡಿ ಮಾರ್ಚ್-2024 ರ ಅಂತ್ಯದವರೆಗೆ ಒಟ್ಟು 42.14 ಕೋಟಿ ಮಹಿಳೆಯರು ಪ್ರಯಾಣಿಸಿದ್ದು, ಪ್ರಯಾಣದ ಒಟ್ಟು ಮೊತ್ತ ರೂ.1076.13 ಕೋಟಿ ಆಗಿರುತ್ತದೆ. 2023ನೇ ಜೂನ್ 11ರಿಂದ ದಿನಾಂಕ:11-06-2023 ರಿಂದ 2024ನೇ ಆಗಸ್ಟ್ ಮಾಹೆಯ ವರೆಗೆ ಒಟ್ಟು 64.66 ಕೋಟಿ ಮಹಿಳೆಯರು ಉಚಿತವಾಗಿ ಪ್ರಯಾಣಿಸಿದ್ದು, ಉಚಿತ ಪ್ರಯಾಣದ ಒಟ್ಟು ಮೊತ್ತ ರೂ.1662.25 ಕೋಟಿ ಆಗಿರುತ್ತದೆ. ಮಾಸಿಕ ಸರಾಸರಿ 4.25 ಕೋಟಿ ಮಹಿಳೆಯರು ಪ್ರಯಾಣ ಮಾಡಿದ್ದಾರೆ. ಮಾಸಿಕ ಸರಾಸರಿ ಉಚಿತ ಪ್ರಯಾಣದ ಮೊತ್ತ ರೂ.110.26 ಕೋಟಿ ಆಗಿರುತ್ತದೆ. xyxy=(1214,214,1515,435)
section-rule xyxy=(8,1303,413,1304)
story2-headline: ಐಟಿ ಉದ್ಯೋಗಿಗಳ ಆರೋಗ್ಯಕ್ಕೆ ದೈನಂದಿನ ಚಟುವಟಿಕೆ ಅಗತ್ಯ xyxy=(795,97,1094,172)
page-number: 3 xyxy=(1465,6,1513,93)
